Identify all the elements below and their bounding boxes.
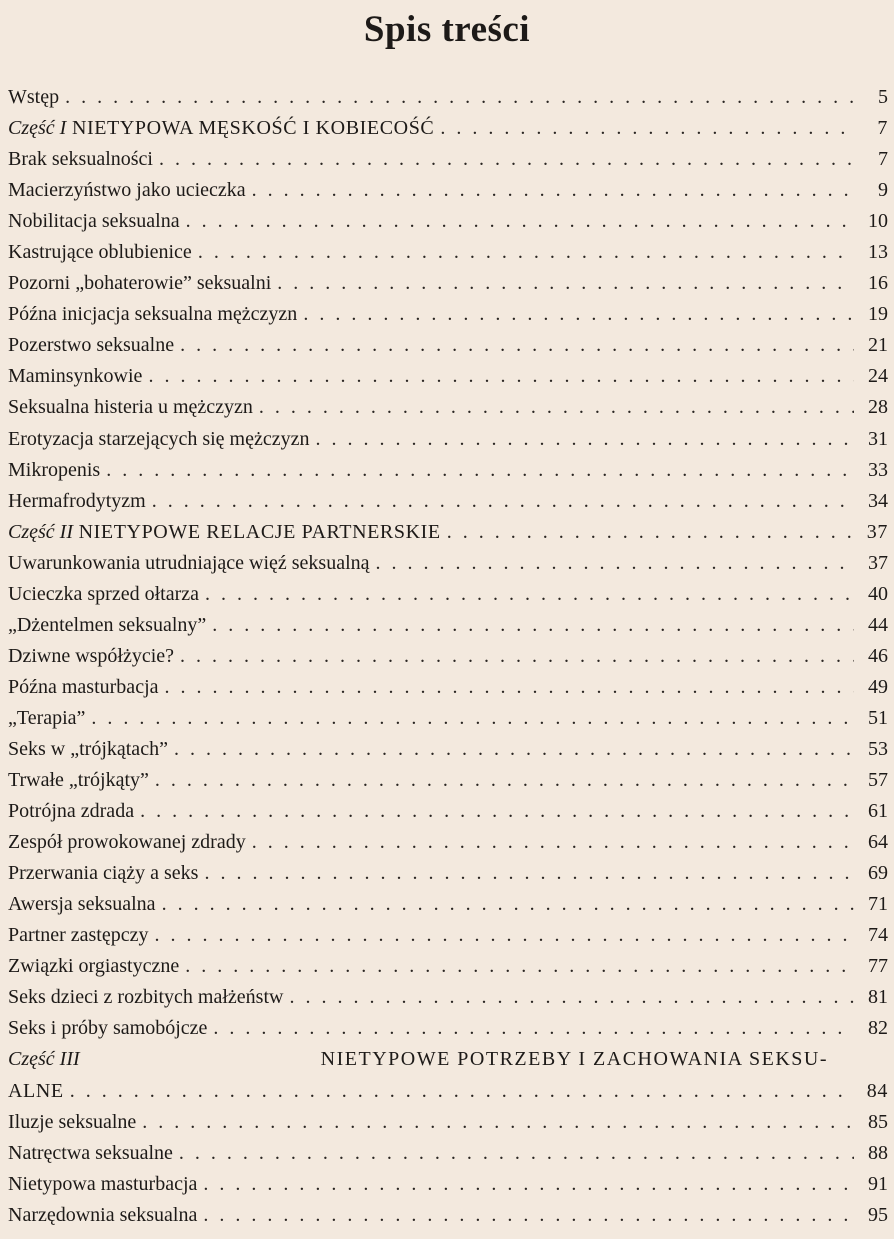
toc-entry-page: 53 bbox=[868, 737, 888, 760]
toc-entry bbox=[8, 734, 888, 765]
toc-entry bbox=[8, 1107, 888, 1138]
toc-entry bbox=[8, 641, 888, 672]
toc-part-heading-continuation bbox=[8, 1076, 888, 1107]
leader-dots bbox=[65, 82, 854, 113]
toc-entry-label: Seks i próby samobójcze bbox=[8, 1017, 208, 1040]
toc-entry-page: 84 bbox=[866, 1079, 888, 1102]
leader-dots bbox=[252, 827, 854, 858]
toc-entry-page: 19 bbox=[868, 303, 888, 326]
toc-entry-page: 21 bbox=[868, 334, 888, 357]
toc-entry-label: Erotyzacja starzejących się mężczyzn bbox=[8, 427, 310, 450]
toc-entry-page: 9 bbox=[878, 179, 888, 202]
toc-entry bbox=[8, 237, 888, 268]
toc-entry bbox=[8, 920, 888, 951]
toc-entry bbox=[8, 672, 888, 703]
part-number: Część II bbox=[8, 520, 73, 543]
toc-entry-page: 64 bbox=[868, 831, 888, 854]
toc-entry-label: Macierzyństwo jako ucieczka bbox=[8, 179, 246, 202]
leader-dots bbox=[142, 1107, 854, 1138]
toc-entry bbox=[8, 299, 888, 330]
leader-dots bbox=[447, 517, 854, 548]
toc-entry-label: Wstęp bbox=[8, 86, 60, 108]
toc-entry-page: 49 bbox=[868, 675, 888, 698]
leader-dots bbox=[303, 299, 854, 330]
toc-entry-label: Seks w „trójkątach” bbox=[8, 737, 168, 760]
toc-entry-page: 82 bbox=[868, 1017, 888, 1040]
toc-entry-label: Pozorni „bohaterowie” seksualni bbox=[8, 272, 272, 295]
toc-entry-label: Narzędownia seksualna bbox=[8, 1203, 198, 1226]
leader-dots bbox=[140, 796, 854, 827]
leader-dots bbox=[259, 392, 854, 423]
toc-entry-label: Przerwania ciąży a seks bbox=[8, 862, 199, 885]
toc-entry bbox=[8, 1138, 888, 1169]
leader-dots bbox=[213, 1013, 854, 1044]
toc-entry-page: 85 bbox=[868, 1110, 888, 1133]
toc-entry bbox=[8, 951, 888, 982]
toc-entry-label: Maminsynkowie bbox=[8, 365, 143, 388]
toc-entry bbox=[8, 206, 888, 237]
leader-dots bbox=[154, 920, 854, 951]
toc-entry-page: 61 bbox=[868, 800, 888, 823]
toc-entry-page: 95 bbox=[868, 1203, 888, 1226]
toc-entry-label: Natręctwa seksualne bbox=[8, 1141, 173, 1164]
toc-entry-label: Związki orgiastyczne bbox=[8, 955, 180, 978]
toc-entry-page: 34 bbox=[868, 489, 888, 512]
toc-entry-label: „Terapia” bbox=[8, 706, 86, 729]
leader-dots bbox=[198, 237, 854, 268]
toc-entry-page: 16 bbox=[868, 272, 888, 295]
part-title: NIETYPOWE POTRZEBY I ZACHOWANIA SEKSU- bbox=[320, 1048, 828, 1071]
leader-dots bbox=[289, 982, 854, 1013]
toc-entry-page: 7 bbox=[878, 148, 888, 171]
leader-dots bbox=[159, 144, 854, 175]
toc-entry-page: 81 bbox=[868, 986, 888, 1009]
toc-entry-label: Awersja seksualna bbox=[8, 893, 156, 916]
leader-dots bbox=[205, 579, 854, 610]
toc-entry-page: 5 bbox=[878, 86, 888, 108]
leader-dots bbox=[440, 113, 854, 144]
toc-entry bbox=[8, 858, 888, 889]
toc-entry-page: 37 bbox=[868, 551, 888, 574]
leader-dots bbox=[277, 268, 854, 299]
toc-entry bbox=[8, 392, 888, 423]
toc-entry-label: Nobilitacja seksualna bbox=[8, 210, 180, 233]
toc-entry-label: Mikropenis bbox=[8, 458, 101, 481]
toc-entry-label: Uwarunkowania utrudniające więź seksualną bbox=[8, 551, 370, 574]
toc-entry bbox=[8, 1169, 888, 1200]
leader-dots bbox=[180, 330, 854, 361]
toc-entry bbox=[8, 889, 888, 920]
page-title: Spis treści bbox=[363, 9, 531, 50]
toc-entry-page: 40 bbox=[868, 582, 888, 605]
toc-entry bbox=[8, 424, 888, 455]
leader-dots bbox=[106, 455, 854, 486]
table-of-contents bbox=[8, 82, 888, 1231]
toc-entry-page: 37 bbox=[866, 520, 888, 543]
toc-entry-page: 57 bbox=[868, 769, 888, 792]
toc-entry bbox=[8, 982, 888, 1013]
toc-entry bbox=[8, 82, 888, 113]
leader-dots bbox=[252, 175, 854, 206]
leader-dots bbox=[174, 734, 854, 765]
toc-entry bbox=[8, 765, 888, 796]
toc-entry-page: 44 bbox=[868, 613, 888, 636]
leader-dots bbox=[165, 672, 855, 703]
toc-entry bbox=[8, 579, 888, 610]
toc-entry-page: 88 bbox=[868, 1141, 888, 1164]
toc-entry bbox=[8, 548, 888, 579]
leader-dots bbox=[179, 1138, 854, 1169]
part-title: NIETYPOWE RELACJE PARTNERSKIE bbox=[78, 520, 441, 543]
leader-dots bbox=[70, 1076, 854, 1107]
toc-entry-page: 71 bbox=[868, 893, 888, 916]
toc-entry-label: Pozerstwo seksualne bbox=[8, 334, 175, 357]
toc-entry bbox=[8, 486, 888, 517]
leader-dots bbox=[204, 858, 854, 889]
leader-dots bbox=[148, 361, 854, 392]
toc-entry-page: 77 bbox=[868, 955, 888, 978]
part-number: Część I bbox=[8, 117, 67, 140]
toc-entry bbox=[8, 1200, 888, 1231]
toc-entry bbox=[8, 455, 888, 486]
leader-dots bbox=[376, 548, 854, 579]
toc-entry-label: Zespół prowokowanej zdrady bbox=[8, 831, 246, 854]
toc-entry-label: Seks dzieci z rozbitych małżeństw bbox=[8, 986, 284, 1009]
toc-entry-label: Nietypowa masturbacja bbox=[8, 1172, 198, 1195]
part-title: NIETYPOWA MĘSKOŚĆ I KOBIECOŚĆ bbox=[71, 117, 435, 140]
toc-entry bbox=[8, 175, 888, 206]
part-number: Część III bbox=[8, 1048, 80, 1071]
toc-entry-label: Potrójna zdrada bbox=[8, 800, 135, 823]
toc-entry bbox=[8, 796, 888, 827]
toc-entry-page: 28 bbox=[868, 396, 888, 419]
toc-entry-page: 33 bbox=[868, 458, 888, 481]
toc-entry-label: Brak seksualności bbox=[8, 148, 153, 171]
toc-entry-label: Kastrujące oblubienice bbox=[8, 241, 192, 264]
toc-entry-page: 13 bbox=[868, 241, 888, 264]
toc-entry-page: 7 bbox=[877, 117, 888, 140]
toc-entry-page: 74 bbox=[868, 924, 888, 947]
toc-entry bbox=[8, 361, 888, 392]
toc-entry-label: Hermafrodytyzm bbox=[8, 489, 146, 512]
toc-entry bbox=[8, 330, 888, 361]
toc-entry-page: 46 bbox=[868, 644, 888, 667]
toc-entry-label: Partner zastępczy bbox=[8, 924, 149, 947]
leader-dots bbox=[155, 765, 854, 796]
toc-entry-page: 24 bbox=[868, 365, 888, 388]
leader-dots bbox=[180, 641, 854, 672]
leader-dots bbox=[203, 1169, 854, 1200]
toc-entry-page: 91 bbox=[868, 1172, 888, 1195]
leader-dots bbox=[315, 424, 854, 455]
part-title-continuation: ALNE bbox=[8, 1079, 64, 1102]
toc-entry bbox=[8, 610, 888, 641]
leader-dots bbox=[186, 206, 854, 237]
toc-entry bbox=[8, 1013, 888, 1044]
toc-entry-page: 31 bbox=[868, 427, 888, 450]
leader-dots bbox=[185, 951, 854, 982]
toc-entry-label: „Dżentelmen seksualny” bbox=[8, 613, 207, 636]
toc-entry-label: Ucieczka sprzed ołtarza bbox=[8, 582, 199, 605]
toc-entry-page: 69 bbox=[868, 862, 888, 885]
toc-part-heading bbox=[8, 113, 888, 144]
leader-dots bbox=[91, 703, 854, 734]
toc-entry bbox=[8, 827, 888, 858]
toc-part-heading bbox=[8, 1044, 888, 1075]
toc-entry-page: 10 bbox=[868, 210, 888, 233]
toc-entry-label: Późna masturbacja bbox=[8, 675, 159, 698]
toc-entry-label: Seksualna histeria u mężczyzn bbox=[8, 396, 253, 419]
toc-part-heading bbox=[8, 517, 888, 548]
toc-entry bbox=[8, 268, 888, 299]
toc-entry bbox=[8, 144, 888, 175]
leader-dots bbox=[162, 889, 854, 920]
leader-dots bbox=[212, 610, 854, 641]
leader-dots bbox=[203, 1200, 854, 1231]
toc-entry bbox=[8, 703, 888, 734]
toc-entry-label: Iluzje seksualne bbox=[8, 1110, 137, 1133]
toc-entry-label: Dziwne współżycie? bbox=[8, 644, 175, 667]
leader-dots bbox=[152, 486, 854, 517]
toc-entry-page: 51 bbox=[868, 706, 888, 729]
toc-entry-label: Trwałe „trójkąty” bbox=[8, 769, 149, 792]
toc-entry-label: Późna inicjacja seksualna mężczyzn bbox=[8, 303, 298, 326]
